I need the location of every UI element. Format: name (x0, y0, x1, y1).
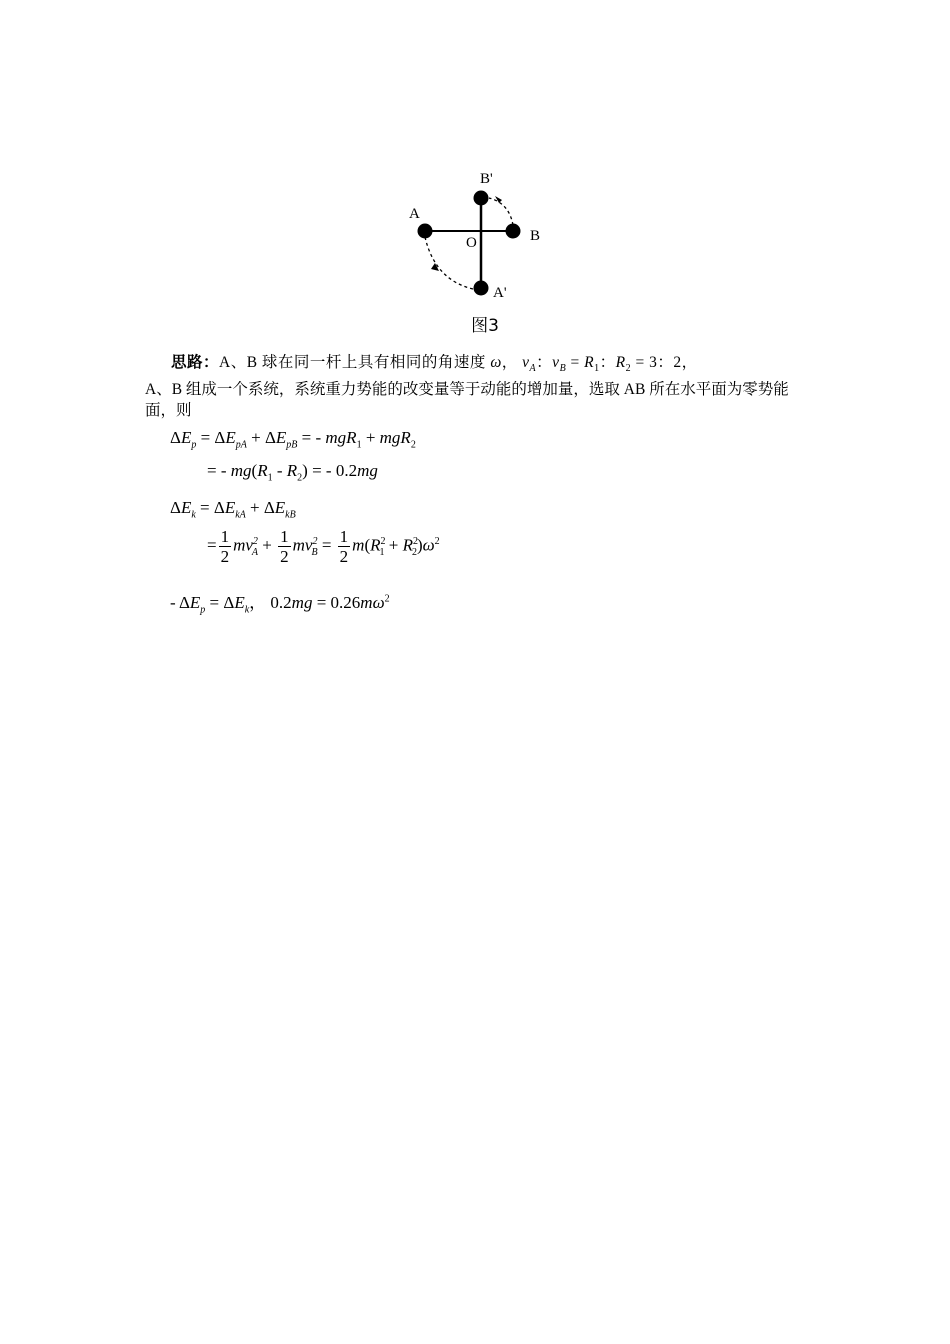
sentence-1: A、B 球在同一杆上具有相同的角速度 (219, 354, 486, 371)
label-a-prime: A' (493, 285, 507, 301)
equation-3: $\Delta E_k = \Delta E_{kA} + \Delta E_{kB}$ (170, 498, 296, 521)
ball-b (506, 224, 521, 239)
figure-caption: 图3 (471, 316, 499, 336)
lead-label: 思路： (171, 354, 220, 371)
label-o: O (466, 235, 477, 251)
label-a: A (409, 206, 420, 222)
ratio-value: 3：2 (649, 354, 682, 371)
velocity-ratio: $v_A$：$v_B = R_1$：$R_2 = 3$：2， (522, 354, 698, 375)
equation-4: = $\frac{1}{2}$ $mv^2_A$ + $\frac{1}{2}$ $mv^2_B$ = $\frac{1}{2}$ $m(R^2_1 + R^2_2)\omega^2$ (207, 527, 440, 566)
ball-b-prime (474, 191, 489, 206)
label-b: B (530, 228, 541, 244)
paragraph-line-1: 思路：A、B 球在同一杆上具有相同的角速度 ω， $v_A$：$v_B = R_1$：$R_2 = 3$：2， (171, 354, 698, 375)
equation-5: - $\Delta E_p = \Delta E_k$， $0.2mg = 0.26m\omega^2$ (170, 593, 390, 616)
solution-paragraph (145, 352, 805, 421)
label-b-prime: B' (480, 171, 493, 187)
ball-a (418, 224, 433, 239)
equation-2: = - $mg(R_1 - R_2)$ = - 0.2mg (207, 461, 378, 484)
sentence-2: A、B 组成一个系统，系统重力势能的改变量等于动能的增加量，选取 AB 所在水平面为零势能面，则 (145, 381, 789, 420)
arc-b-to-b-prime (489, 198, 513, 225)
equation-1: $\Delta E_p = \Delta E_{pA} + \Delta E_{pB}$ = - mgR$_1$ + mgR$_2$ (170, 428, 416, 451)
arrow-head-b (495, 196, 502, 203)
rod-diagram (405, 165, 555, 315)
omega-symbol: ω (490, 354, 502, 371)
rod-rotation-figure (405, 165, 555, 335)
ball-a-prime (474, 281, 489, 296)
